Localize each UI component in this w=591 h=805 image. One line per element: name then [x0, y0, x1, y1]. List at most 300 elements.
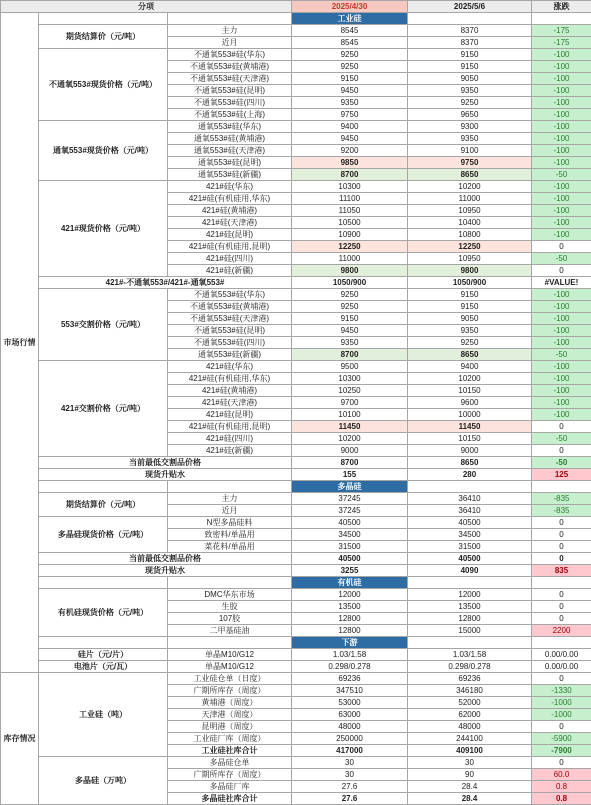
item-name: 通氧553#硅(天津港)	[168, 145, 292, 157]
item-name: 421#硅(昆明)	[168, 229, 292, 241]
inv-poly-total-label: 多晶硅社库合计	[168, 793, 292, 805]
section-blank	[408, 637, 532, 649]
inv-ind-row	[1, 673, 591, 685]
value-d1: 8545	[292, 25, 408, 37]
section-blank	[39, 637, 168, 649]
value-change: -835	[532, 505, 591, 517]
item-name: DMC华东市场	[168, 589, 292, 601]
value-d1: 9150	[292, 313, 408, 325]
ind-ox-row-label: 通氧553#现货价格（元/吨）	[39, 121, 168, 181]
value-d2: 10950	[408, 253, 532, 265]
value-d1: 37245	[292, 493, 408, 505]
item-name: 421#硅(天津港)	[168, 397, 292, 409]
value-d1: 37245	[292, 505, 408, 517]
value-d1: 9150	[292, 73, 408, 85]
value-d1: 30	[292, 757, 408, 769]
value-change: -100	[532, 229, 591, 241]
ind-nonox-row-label: 不通氧553#现货价格（元/吨）	[39, 49, 168, 121]
value-d2: 409100	[408, 745, 532, 757]
value-d1: 12250	[292, 241, 408, 253]
value-d1: 40500	[292, 553, 408, 565]
ind-d553-row-label: 553#交割价格（元/吨）	[39, 289, 168, 361]
value-change: -100	[532, 85, 591, 97]
value-change: -100	[532, 409, 591, 421]
item-name: 不通氧553#硅(天津港)	[168, 73, 292, 85]
header-date-2: 2025/5/6	[408, 1, 532, 13]
value-change: -100	[532, 61, 591, 73]
item-name: 421#硅(昆明)	[168, 409, 292, 421]
inv-poly-label: 多晶硅（万吨）	[39, 757, 168, 805]
value-d2: 12000	[408, 589, 532, 601]
section-blank	[532, 13, 591, 25]
value-d1: 10900	[292, 229, 408, 241]
group-market-label: 市场行情	[1, 13, 39, 673]
value-change: -50	[532, 349, 591, 361]
value-d1: 12800	[292, 613, 408, 625]
item-name: 多晶硅仓单	[168, 757, 292, 769]
value-d2: 346180	[408, 685, 532, 697]
section-blank	[39, 13, 168, 25]
value-d1: 10500	[292, 217, 408, 229]
value-change: 0	[532, 529, 591, 541]
value-d1: 347510	[292, 685, 408, 697]
value-d2: 31500	[408, 541, 532, 553]
section-poly-title: 多晶硅	[292, 481, 408, 493]
value-change: -100	[532, 181, 591, 193]
value-d1: 9400	[292, 121, 408, 133]
ind-d421-row-label: 421#交割价格（元/吨）	[39, 361, 168, 457]
value-d2: 9350	[408, 325, 532, 337]
value-d2: 280	[408, 469, 532, 481]
item-name: 421#硅(天津港)	[168, 217, 292, 229]
value-change: 0	[532, 541, 591, 553]
value-change: 0	[532, 601, 591, 613]
value-change: 0	[532, 613, 591, 625]
value-change: -100	[532, 325, 591, 337]
item-name: 421#硅(有机硅用,华东)	[168, 193, 292, 205]
section-blank	[168, 637, 292, 649]
value-d1: 11450	[292, 421, 408, 433]
header-date-1: 2025/4/30	[292, 1, 408, 13]
inv-ind-total-label: 工业硅社库合计	[168, 745, 292, 757]
downstream-label: 电池片（元/瓦）	[39, 661, 168, 673]
value-d2: 10950	[408, 205, 532, 217]
value-change: -175	[532, 37, 591, 49]
value-d1: 3255	[292, 565, 408, 577]
value-d2: 8370	[408, 37, 532, 49]
value-d1: 10250	[292, 385, 408, 397]
value-change: 0.00/0.00	[532, 661, 591, 673]
value-d2: 12800	[408, 613, 532, 625]
ind-cheapest-row-label: 当前最低交割品价格	[39, 457, 292, 469]
section-organic	[1, 577, 591, 589]
value-d2: 9400	[408, 361, 532, 373]
value-change: 0	[532, 517, 591, 529]
value-d1: 10200	[292, 433, 408, 445]
item-name: 421#硅(黄埔港)	[168, 205, 292, 217]
section-blank	[532, 577, 591, 589]
value-d2: 8650	[408, 457, 532, 469]
item-name: N型多晶硅料	[168, 517, 292, 529]
item-name: 主力	[168, 25, 292, 37]
value-d1: 9250	[292, 289, 408, 301]
value-d2: 244100	[408, 733, 532, 745]
value-change: -100	[532, 337, 591, 349]
item-name: 不通氧553#硅(天津港)	[168, 313, 292, 325]
value-change: -100	[532, 289, 591, 301]
value-d1: 9450	[292, 85, 408, 97]
value-change: -100	[532, 193, 591, 205]
section-blank	[408, 481, 532, 493]
value-d2: 9350	[408, 85, 532, 97]
value-d1: 1.03/1.58	[292, 649, 408, 661]
ind-nonox-row	[1, 49, 591, 61]
value-d1: 27.6	[292, 793, 408, 805]
item-name: 致密料/单晶用	[168, 529, 292, 541]
value-change: -100	[532, 121, 591, 133]
value-d2: 9150	[408, 49, 532, 61]
item-name: 不通氧553#硅(昆明)	[168, 85, 292, 97]
value-change: -100	[532, 109, 591, 121]
ind-421-row	[1, 181, 591, 193]
ind-d421-row	[1, 361, 591, 373]
poly-futures-row	[1, 493, 591, 505]
value-change: -50	[532, 253, 591, 265]
value-d1: 31500	[292, 541, 408, 553]
item-name: 通氧553#硅(昆明)	[168, 157, 292, 169]
item-name: 工业硅厂库（周度）	[168, 733, 292, 745]
value-d2: 9750	[408, 157, 532, 169]
item-name: 近月	[168, 505, 292, 517]
value-change: -1000	[532, 697, 591, 709]
item-name: 421#硅(四川)	[168, 433, 292, 445]
spread-label: 421#-不通氧553#/421#-通氧553#	[39, 277, 292, 289]
value-change: 0	[532, 421, 591, 433]
value-change: -100	[532, 313, 591, 325]
value-change: 0	[532, 757, 591, 769]
value-change: -100	[532, 361, 591, 373]
value-d2: 13500	[408, 601, 532, 613]
value-d1: 30	[292, 769, 408, 781]
value-d1: 9250	[292, 49, 408, 61]
item-name: 421#硅(有机硅用,昆明)	[168, 421, 292, 433]
value-d2: 9150	[408, 301, 532, 313]
value-d2: 8370	[408, 25, 532, 37]
value-change: -50	[532, 433, 591, 445]
value-change: 0.00/0.00	[532, 649, 591, 661]
item-name: 通氧553#硅(黄埔港)	[168, 133, 292, 145]
organic-row-label: 有机硅现货价格（元/吨）	[39, 589, 168, 637]
item-name: 多晶硅厂库	[168, 781, 292, 793]
value-d2: 1050/900	[408, 277, 532, 289]
value-d2: 9250	[408, 337, 532, 349]
value-d1: 155	[292, 469, 408, 481]
value-d1: 27.6	[292, 781, 408, 793]
item-name: 421#硅(新疆)	[168, 445, 292, 457]
value-d1: 69236	[292, 673, 408, 685]
value-d1: 9800	[292, 265, 408, 277]
ind-basis-row	[1, 469, 591, 481]
item-name: 421#硅(有机硅用,昆明)	[168, 241, 292, 253]
value-d2: 9300	[408, 121, 532, 133]
value-d2: 40500	[408, 553, 532, 565]
downstream-label: 硅片（元/片）	[39, 649, 168, 661]
downstream-wafer-row	[1, 649, 591, 661]
value-d2: 36410	[408, 493, 532, 505]
item-name: 菜花料/单晶用	[168, 541, 292, 553]
item-name: 421#硅(华东)	[168, 181, 292, 193]
value-d1: 8700	[292, 349, 408, 361]
value-d1: 1050/900	[292, 277, 408, 289]
value-change: -100	[532, 133, 591, 145]
value-d2: 1.03/1.58	[408, 649, 532, 661]
value-d2: 9650	[408, 109, 532, 121]
value-change: 0	[532, 265, 591, 277]
value-change: 0	[532, 241, 591, 253]
value-change: 60.0	[532, 769, 591, 781]
value-d1: 9850	[292, 157, 408, 169]
item-name: 不通氧553#硅(四川)	[168, 337, 292, 349]
section-blank	[39, 577, 168, 589]
value-d1: 9450	[292, 133, 408, 145]
value-change: -100	[532, 397, 591, 409]
value-d2: 90	[408, 769, 532, 781]
value-change: -100	[532, 157, 591, 169]
item-name: 不通氧553#硅(上海)	[168, 109, 292, 121]
value-d2: 28.4	[408, 781, 532, 793]
value-change: 835	[532, 565, 591, 577]
section-downstream	[1, 637, 591, 649]
item-name: 生胶	[168, 601, 292, 613]
value-d1: 9250	[292, 301, 408, 313]
item-name: 昆明港（周度）	[168, 721, 292, 733]
value-d2: 9050	[408, 313, 532, 325]
section-blank	[532, 481, 591, 493]
item-name: 通氧553#硅(华东)	[168, 121, 292, 133]
value-d2: 15000	[408, 625, 532, 637]
value-d1: 34500	[292, 529, 408, 541]
item-name: 不通氧553#硅(黄埔港)	[168, 301, 292, 313]
value-change: -100	[532, 145, 591, 157]
value-change: -50	[532, 169, 591, 181]
ind-421-row-label: 421#现货价格（元/吨）	[39, 181, 168, 277]
item-name: 单晶M10/G12	[168, 649, 292, 661]
value-change: -100	[532, 301, 591, 313]
value-change: -100	[532, 373, 591, 385]
value-d1: 8700	[292, 457, 408, 469]
item-name: 不通氧553#硅(昆明)	[168, 325, 292, 337]
value-change: 125	[532, 469, 591, 481]
value-d2: 40500	[408, 517, 532, 529]
value-d1: 8700	[292, 169, 408, 181]
value-d1: 9350	[292, 337, 408, 349]
section-blank	[408, 577, 532, 589]
value-d2: 10800	[408, 229, 532, 241]
value-change: 0.8	[532, 781, 591, 793]
value-change: 0	[532, 673, 591, 685]
value-d2: 9100	[408, 145, 532, 157]
value-d2: 9800	[408, 265, 532, 277]
value-d2: 10200	[408, 373, 532, 385]
value-change: #VALUE!	[532, 277, 591, 289]
value-change: -100	[532, 217, 591, 229]
section-blank	[39, 481, 168, 493]
value-change: 2200	[532, 625, 591, 637]
value-d1: 417000	[292, 745, 408, 757]
item-name: 421#硅(华东)	[168, 361, 292, 373]
ind-futures-row-label: 期货结算价（元/吨）	[39, 25, 168, 49]
value-d2: 11450	[408, 421, 532, 433]
value-change: 0	[532, 589, 591, 601]
value-d2: 12250	[408, 241, 532, 253]
value-d1: 9250	[292, 61, 408, 73]
item-name: 421#硅(黄埔港)	[168, 385, 292, 397]
value-d2: 9000	[408, 445, 532, 457]
header-change: 涨跌	[532, 1, 591, 13]
poly-futures-row-label: 期货结算价（元/吨）	[39, 493, 168, 517]
value-d1: 11050	[292, 205, 408, 217]
inv-ind-label: 工业硅（吨）	[39, 673, 168, 757]
item-name: 天津港（周度）	[168, 709, 292, 721]
ind-cheapest-row	[1, 457, 591, 469]
item-name: 107胶	[168, 613, 292, 625]
section-organic-title: 有机硅	[292, 577, 408, 589]
value-d2: 8650	[408, 349, 532, 361]
poly-cheapest-row	[1, 553, 591, 565]
item-name: 不通氧553#硅(黄埔港)	[168, 61, 292, 73]
item-name: 不通氧553#硅(华东)	[168, 289, 292, 301]
section-downstream-title: 下游	[292, 637, 408, 649]
value-d2: 10000	[408, 409, 532, 421]
item-name: 工业硅仓单（日度）	[168, 673, 292, 685]
value-change: 0	[532, 721, 591, 733]
value-d2: 69236	[408, 673, 532, 685]
item-name: 单晶M10/G12	[168, 661, 292, 673]
value-d2: 9600	[408, 397, 532, 409]
value-change: -50	[532, 457, 591, 469]
item-name: 421#硅(新疆)	[168, 265, 292, 277]
organic-row	[1, 589, 591, 601]
section-blank	[532, 637, 591, 649]
group-inventory-label: 库存情况	[1, 673, 39, 805]
poly-basis-row	[1, 565, 591, 577]
value-change: -5900	[532, 733, 591, 745]
item-name: 主力	[168, 493, 292, 505]
item-name: 421#硅(四川)	[168, 253, 292, 265]
value-change: -100	[532, 97, 591, 109]
item-name: 不通氧553#硅(华东)	[168, 49, 292, 61]
poly-basis-row-label: 现货升贴水	[39, 565, 292, 577]
item-name: 广期所库存（周度）	[168, 769, 292, 781]
value-d1: 13500	[292, 601, 408, 613]
section-blank	[168, 481, 292, 493]
value-d1: 10300	[292, 373, 408, 385]
value-change: -1330	[532, 685, 591, 697]
item-name: 广期所库存（周度）	[168, 685, 292, 697]
ind-futures-row	[1, 25, 591, 37]
item-name: 421#硅(有机硅用,华东)	[168, 373, 292, 385]
value-change: -7900	[532, 745, 591, 757]
value-d2: 62000	[408, 709, 532, 721]
value-change: 0	[532, 445, 591, 457]
value-change: -100	[532, 73, 591, 85]
value-d2: 8650	[408, 169, 532, 181]
value-change: -100	[532, 205, 591, 217]
section-blank	[408, 13, 532, 25]
value-change: -835	[532, 493, 591, 505]
value-d1: 9700	[292, 397, 408, 409]
value-d1: 48000	[292, 721, 408, 733]
value-d1: 0.298/0.278	[292, 661, 408, 673]
poly-spot-row	[1, 517, 591, 529]
item-name: 近月	[168, 37, 292, 49]
downstream-cell-row	[1, 661, 591, 673]
poly-cheapest-row-label: 当前最低交割品价格	[39, 553, 292, 565]
value-d2: 4090	[408, 565, 532, 577]
header-item: 分项	[1, 1, 292, 13]
value-d2: 10400	[408, 217, 532, 229]
value-d2: 30	[408, 757, 532, 769]
item-name: 二甲基硅油	[168, 625, 292, 637]
value-d1: 11000	[292, 253, 408, 265]
value-d1: 12000	[292, 589, 408, 601]
value-d2: 36410	[408, 505, 532, 517]
value-change: -175	[532, 25, 591, 37]
value-d2: 0.298/0.278	[408, 661, 532, 673]
section-blank	[168, 577, 292, 589]
poly-spot-row-label: 多晶硅现货价格（元/吨）	[39, 517, 168, 553]
value-d2: 28.4	[408, 793, 532, 805]
value-d2: 52000	[408, 697, 532, 709]
value-change: -100	[532, 385, 591, 397]
value-d2: 9050	[408, 73, 532, 85]
value-d1: 9750	[292, 109, 408, 121]
value-d2: 9150	[408, 61, 532, 73]
value-d2: 48000	[408, 721, 532, 733]
spread-row	[1, 277, 591, 289]
value-d1: 40500	[292, 517, 408, 529]
value-d1: 9500	[292, 361, 408, 373]
value-d2: 34500	[408, 529, 532, 541]
value-d1: 10100	[292, 409, 408, 421]
value-d1: 250000	[292, 733, 408, 745]
value-d2: 9250	[408, 97, 532, 109]
ind-basis-row-label: 现货升贴水	[39, 469, 292, 481]
section-industrial-title: 工业硅	[292, 13, 408, 25]
value-d1: 11100	[292, 193, 408, 205]
inv-poly-row	[1, 757, 591, 769]
section-poly	[1, 481, 591, 493]
item-name: 黄埔港（周度）	[168, 697, 292, 709]
value-change: -1000	[532, 709, 591, 721]
value-d2: 9150	[408, 289, 532, 301]
value-d1: 10300	[292, 181, 408, 193]
value-change: 0	[532, 553, 591, 565]
value-d1: 8545	[292, 37, 408, 49]
value-d2: 10150	[408, 385, 532, 397]
item-name: 不通氧553#硅(四川)	[168, 97, 292, 109]
value-d1: 9450	[292, 325, 408, 337]
value-d1: 12800	[292, 625, 408, 637]
ind-d553-row	[1, 289, 591, 301]
item-name: 通氧553#硅(新疆)	[168, 349, 292, 361]
value-d1: 9200	[292, 145, 408, 157]
section-industrial	[1, 13, 591, 25]
value-d2: 10200	[408, 181, 532, 193]
value-d1: 9350	[292, 97, 408, 109]
value-d2: 11000	[408, 193, 532, 205]
value-d1: 9000	[292, 445, 408, 457]
